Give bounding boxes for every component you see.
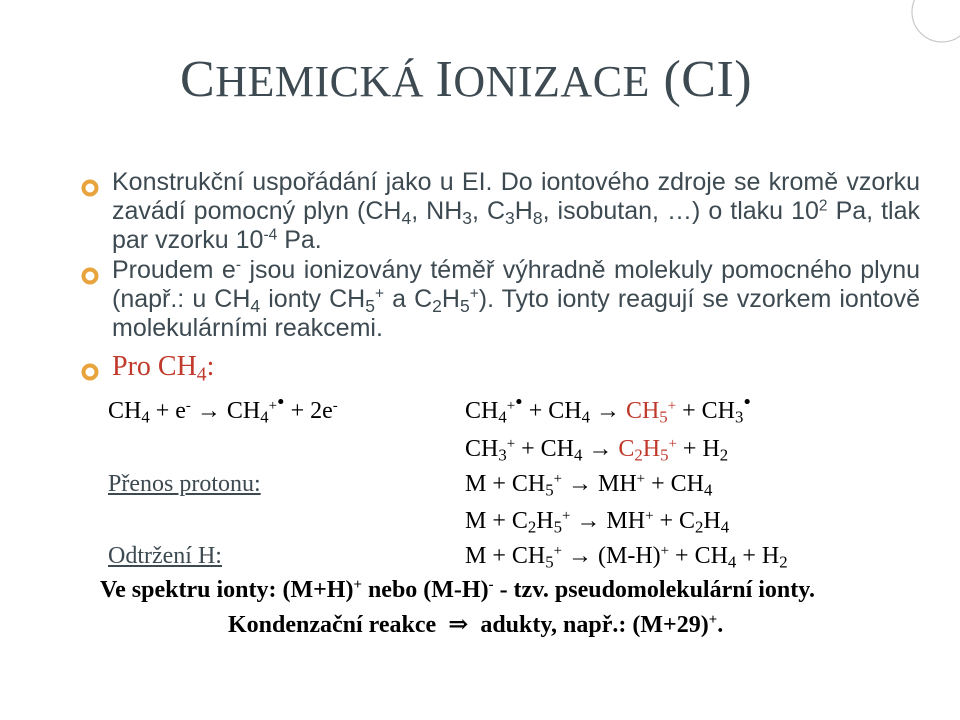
implies-arrow-icon: ⇒ (448, 612, 469, 638)
arrow-icon: → (568, 543, 592, 569)
arrow-icon: → (595, 398, 620, 424)
arrow-icon: → (576, 508, 601, 534)
label-proton-transfer: Přenos protonu: (108, 471, 261, 497)
ring-bullet-icon (80, 362, 100, 382)
equation-proton-transfer-1: $M + CH_5^+ \to MH^+ + CH_4$ (465, 470, 713, 500)
arrow-icon: → (568, 471, 592, 497)
bullet-construction (80, 168, 920, 255)
bullet-text: Pro $CH_4$: (112, 351, 215, 386)
equation-proton-transfer-2: $M + C_2H_5^+ \to MH^+ + C_2H_4$ (465, 507, 730, 537)
footer-condensation: Kondenzační reakce ⇒ adukty, např.: (M+29)+. (228, 609, 723, 639)
equation-ionization: $CH_4 + e^-$ → $CH_4^+• + 2e^-$ (108, 389, 338, 427)
bullet-text: Proudem e- jsou ionizovány téměř výhradně molekuly pomocného plynu (např.: u $CH_4$ ionty $CH_5^+$ a $C_2H_5^+$). Tyto ionty reagují se vzorkem iontově molekulárními reakcemi. (112, 256, 921, 342)
ring-bullet-icon (80, 266, 100, 286)
bullet-pro-ch4 (80, 351, 920, 386)
slide-title: CHEMICKÁ IONIZACE (CI) (180, 51, 753, 108)
bullet-ionization (80, 256, 920, 343)
label-h-abstraction: Odtržení H: (108, 543, 222, 569)
ring-bullet-icon (80, 178, 100, 198)
arrow-icon: → (588, 436, 613, 462)
equation-h-abstraction: $M + CH_5^+ \to (M-H)^+ + CH_4 + H_2$ (465, 542, 788, 572)
arrow-icon: → (196, 398, 221, 424)
corner-decoration-icon (900, 0, 960, 60)
equation-ch5-formation: $CH_4^+• + CH_4 \to CH_5^+$ + $CH_3•$ (465, 389, 751, 427)
footer-spectrum-ions: Ve spektru ionty: (M+H)+ nebo (M-H)- - tzv. pseudomolekulární ionty. (100, 576, 815, 603)
equation-c2h5-formation: $CH_3^+ + CH_4 \to C_2H_5^+ + H_2$ (465, 435, 729, 465)
bullet-text: Konstrukční uspořádání jako u EI. Do iontového zdroje se kromě vzorku zavádí pomocný plyn ($CH_4$, $NH_3$, $C_3H_8$, isobutan, …) o tlaku $10^2$ Pa, tlak par vzorku $10^{-4}$ Pa. (112, 168, 921, 254)
